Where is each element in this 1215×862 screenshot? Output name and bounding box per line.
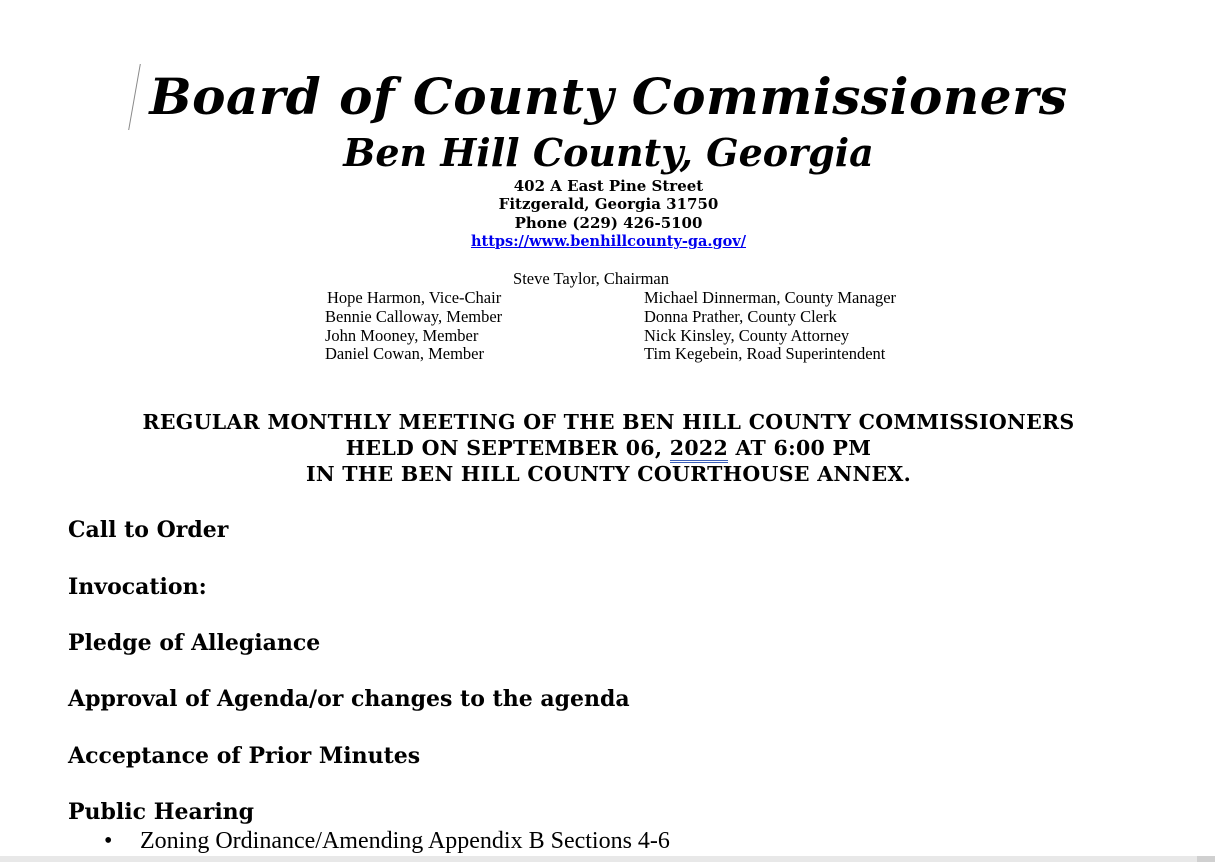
meeting-date-prefix: HELD ON SEPTEMBER 06,: [345, 436, 670, 460]
agenda-item: Call to Order: [68, 517, 229, 543]
member-name: John Mooney, Member: [325, 326, 479, 345]
address-street: 402 A East Pine Street: [513, 177, 704, 195]
meeting-heading-line3: IN THE BEN HILL COUNTY COURTHOUSE ANNEX.: [305, 462, 912, 486]
member-name: Hope Harmon, Vice-Chair: [327, 288, 502, 307]
phone-number: Phone (229) 426-5100: [514, 214, 703, 232]
agenda-item: Public Hearing: [68, 799, 255, 825]
bullet-text: Zoning Ordinance/Amending Appendix B Sections 4-6: [140, 828, 670, 854]
document-title: Board of County Commissioners: [149, 67, 1068, 126]
agenda-item: Pledge of Allegiance: [68, 630, 321, 656]
document-subtitle: Ben Hill County, Georgia: [343, 130, 874, 175]
agenda-item: Approval of Agenda/or changes to the agenda: [68, 686, 630, 712]
vertical-scrollbar[interactable]: [1197, 0, 1215, 856]
staff-name: Tim Kegebein, Road Superintendent: [644, 344, 886, 363]
bullet-icon: •: [104, 828, 113, 854]
staff-name: Michael Dinnerman, County Manager: [644, 288, 897, 307]
member-name: Daniel Cowan, Member: [325, 344, 484, 363]
meeting-year: 2022: [670, 436, 728, 463]
staff-name: Donna Prather, County Clerk: [644, 307, 837, 326]
scrollbar-corner: [1197, 856, 1215, 862]
agenda-item: Invocation:: [68, 574, 207, 600]
staff-name: Nick Kinsley, County Attorney: [644, 326, 850, 345]
member-name: Bennie Calloway, Member: [325, 307, 503, 326]
website-link[interactable]: https://www.benhillcounty-ga.gov/: [470, 233, 747, 250]
meeting-heading-line2: [0, 435, 1197, 461]
horizontal-scrollbar[interactable]: [0, 856, 1215, 862]
meeting-time: AT 6:00 PM: [728, 436, 872, 460]
address-city: Fitzgerald, Georgia 31750: [498, 195, 719, 213]
meeting-heading-line1: REGULAR MONTHLY MEETING OF THE BEN HILL COUNTY COMMISSIONERS: [142, 410, 1075, 434]
chairman-name: Steve Taylor, Chairman: [513, 269, 669, 288]
agenda-bullet-item: [104, 827, 670, 855]
agenda-item: Acceptance of Prior Minutes: [68, 743, 421, 769]
